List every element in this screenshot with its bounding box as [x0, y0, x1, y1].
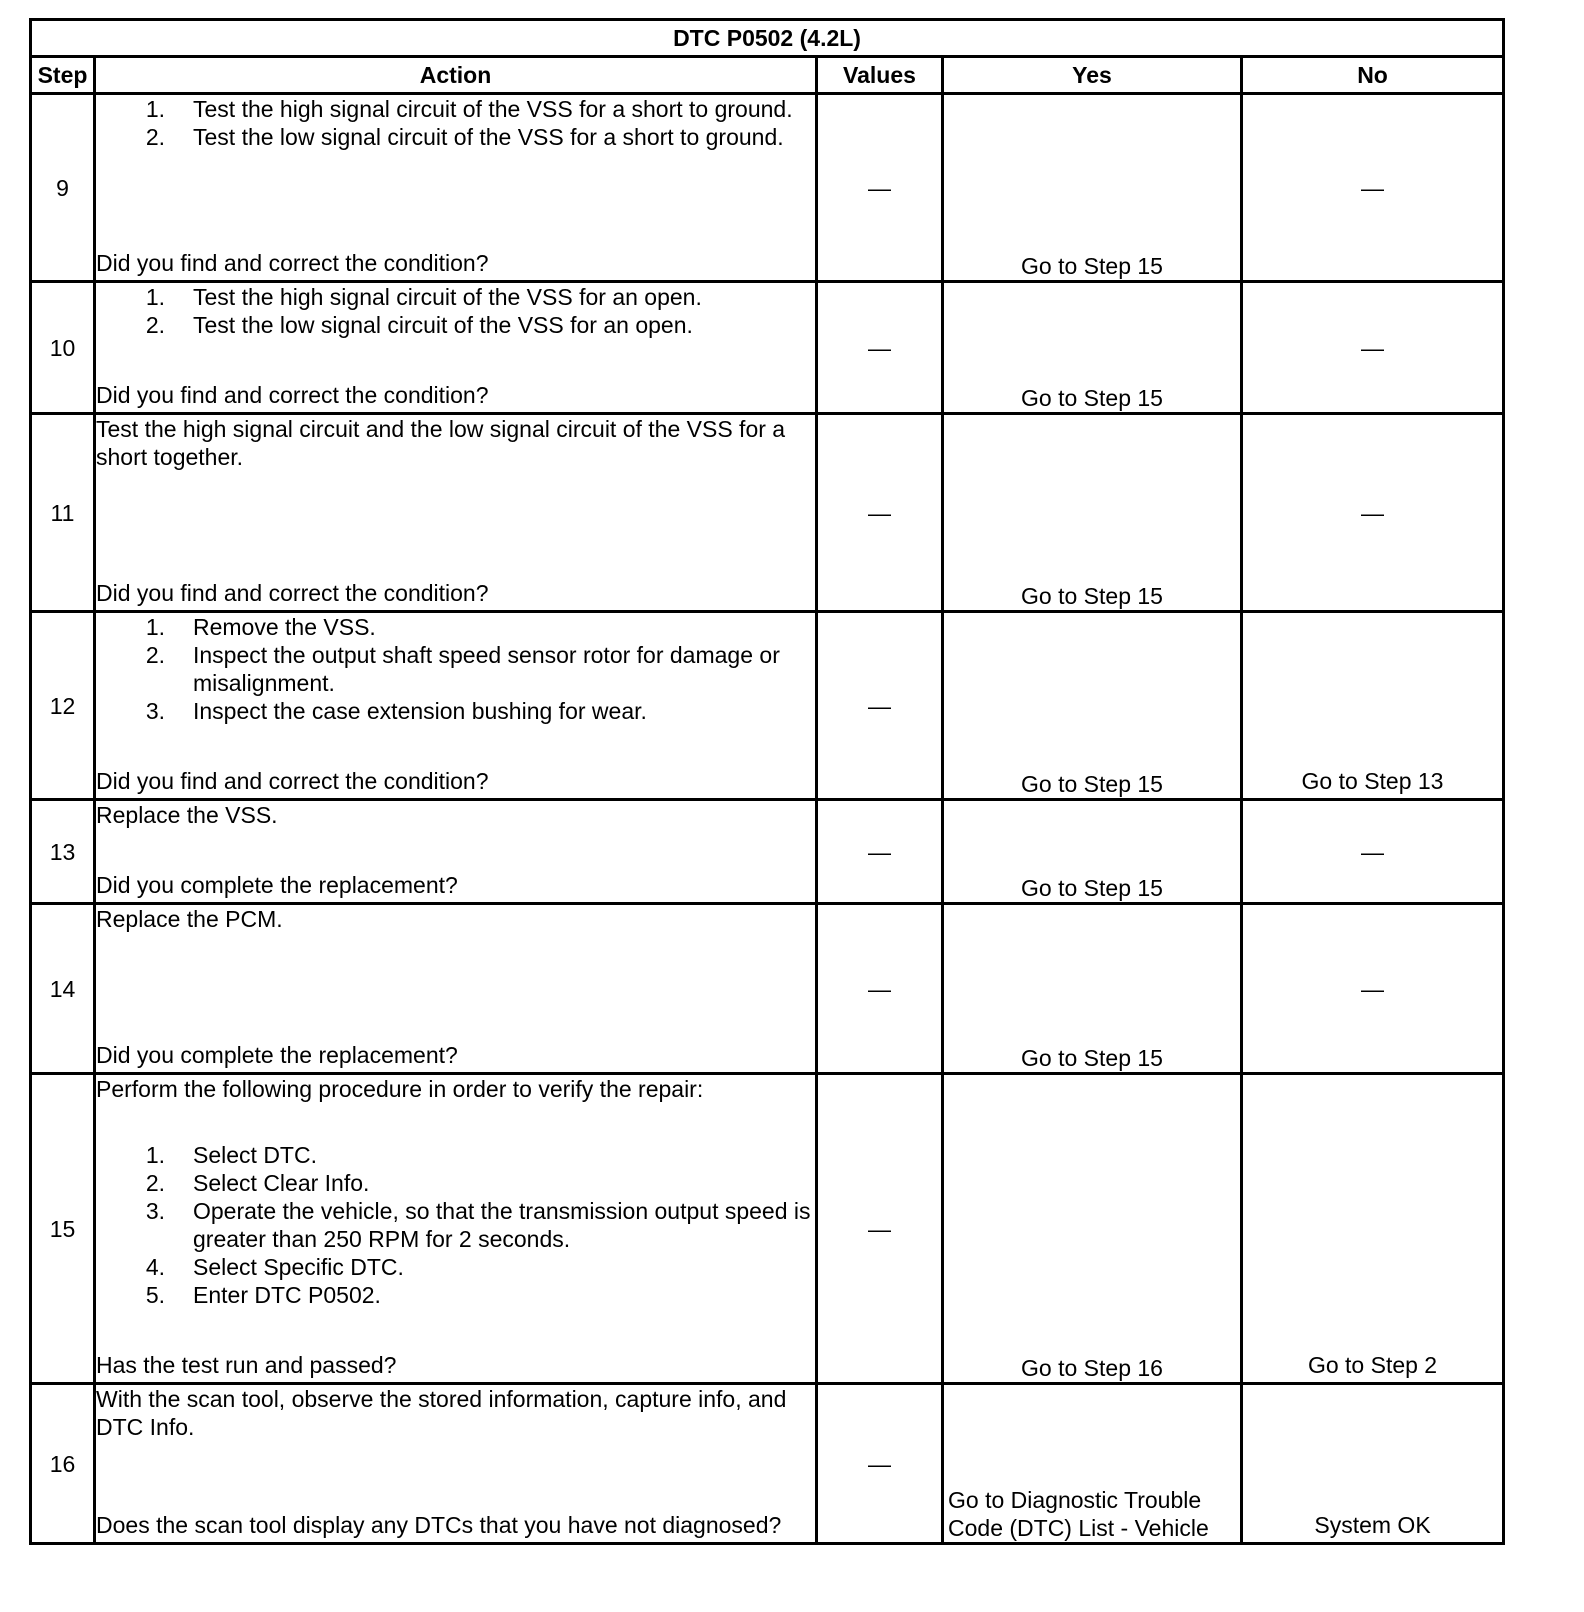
no-cell: — [1242, 94, 1504, 282]
no-cell: — [1242, 904, 1504, 1074]
values-cell: — [817, 800, 943, 904]
procedure-list [96, 613, 815, 725]
list-item: 2. Test the low signal circuit of the VSS for a short to ground. [145, 124, 784, 150]
list-item: 3. Inspect the case extension bushing for wear. [145, 698, 647, 724]
action-cell [95, 1384, 817, 1544]
no-cell: Go to Step 2 [1242, 1074, 1504, 1384]
values-cell: — [817, 1384, 943, 1544]
action-intro: Replace the PCM. [96, 906, 283, 932]
action-intro: Test the high signal circuit and the low signal circuit of the VSS for a short together. [96, 416, 786, 470]
table-row [31, 1384, 1504, 1544]
values-cell: — [817, 904, 943, 1074]
values-cell: — [817, 612, 943, 800]
list-item: 1. Select DTC. [145, 1142, 317, 1168]
table-row [31, 1074, 1504, 1384]
table-row [31, 800, 1504, 904]
action-intro: Perform the following procedure in order to verify the repair: [96, 1076, 704, 1102]
header-action: Action [95, 57, 817, 94]
list-item: 4. Select Specific DTC. [145, 1254, 404, 1280]
procedure-list [96, 95, 815, 151]
values-cell: — [817, 414, 943, 612]
table-row [31, 94, 1504, 282]
yes-cell: Go to Step 15 [943, 282, 1242, 414]
step-number: 10 [31, 282, 95, 414]
action-question: Did you find and correct the condition? [96, 580, 489, 606]
values-cell: — [817, 94, 943, 282]
list-item: 3. Operate the vehicle, so that the transmission output speed is greater than 250 RPM for 2 seconds. [145, 1198, 811, 1252]
no-cell: Go to Step 13 [1242, 612, 1504, 800]
action-intro: With the scan tool, observe the stored information, capture info, and DTC Info. [96, 1386, 787, 1440]
procedure-list [96, 283, 815, 339]
dtc-table [29, 18, 1505, 1545]
dtc-document [29, 18, 1505, 1545]
action-question: Does the scan tool display any DTCs that you have not diagnosed? [96, 1512, 782, 1538]
step-number: 9 [31, 94, 95, 282]
list-item: 1. Test the high signal circuit of the VSS for an open. [145, 284, 702, 310]
step-number: 15 [31, 1074, 95, 1384]
table-row [31, 282, 1504, 414]
table-row [31, 904, 1504, 1074]
no-cell: — [1242, 414, 1504, 612]
header-values: Values [817, 57, 943, 94]
yes-cell: Go to Step 15 [943, 414, 1242, 612]
yes-cell: Go to Step 15 [943, 612, 1242, 800]
step-number: 14 [31, 904, 95, 1074]
action-question: Has the test run and passed? [96, 1352, 397, 1378]
yes-cell: Go to Step 15 [943, 94, 1242, 282]
action-cell [95, 414, 817, 612]
values-cell: — [817, 282, 943, 414]
list-item: 2. Inspect the output shaft speed sensor rotor for damage or misalignment. [145, 642, 780, 696]
values-cell: — [817, 1074, 943, 1384]
header-yes: Yes [943, 57, 1242, 94]
header-no: No [1242, 57, 1504, 94]
action-intro: Replace the VSS. [96, 802, 278, 828]
header-step: Step [31, 57, 95, 94]
list-item: 2. Test the low signal circuit of the VSS for an open. [145, 312, 693, 338]
action-cell [95, 800, 817, 904]
no-cell: — [1242, 282, 1504, 414]
action-cell [95, 282, 817, 414]
list-item: 1. Test the high signal circuit of the VSS for a short to ground. [145, 96, 793, 122]
procedure-list [96, 1141, 815, 1309]
step-number: 12 [31, 612, 95, 800]
yes-cell: Go to Diagnostic Trouble Code (DTC) List - Vehicle [943, 1384, 1242, 1544]
step-number: 16 [31, 1384, 95, 1544]
action-cell [95, 904, 817, 1074]
table-title: DTC P0502 (4.2L) [31, 20, 1504, 57]
step-number: 13 [31, 800, 95, 904]
action-cell [95, 94, 817, 282]
action-question: Did you find and correct the condition? [96, 250, 489, 276]
list-item: 5. Enter DTC P0502. [145, 1282, 381, 1308]
action-question: Did you complete the replacement? [96, 872, 458, 898]
table-row [31, 612, 1504, 800]
action-cell [95, 612, 817, 800]
yes-cell: Go to Step 16 [943, 1074, 1242, 1384]
no-cell: System OK [1242, 1384, 1504, 1544]
action-question: Did you find and correct the condition? [96, 768, 489, 794]
action-question: Did you find and correct the condition? [96, 382, 489, 408]
step-number: 11 [31, 414, 95, 612]
list-item: 2. Select Clear Info. [145, 1170, 370, 1196]
yes-cell: Go to Step 15 [943, 904, 1242, 1074]
no-cell: — [1242, 800, 1504, 904]
action-cell [95, 1074, 817, 1384]
yes-cell: Go to Step 15 [943, 800, 1242, 904]
list-item: 1. Remove the VSS. [145, 614, 376, 640]
table-row [31, 414, 1504, 612]
action-question: Did you complete the replacement? [96, 1042, 458, 1068]
